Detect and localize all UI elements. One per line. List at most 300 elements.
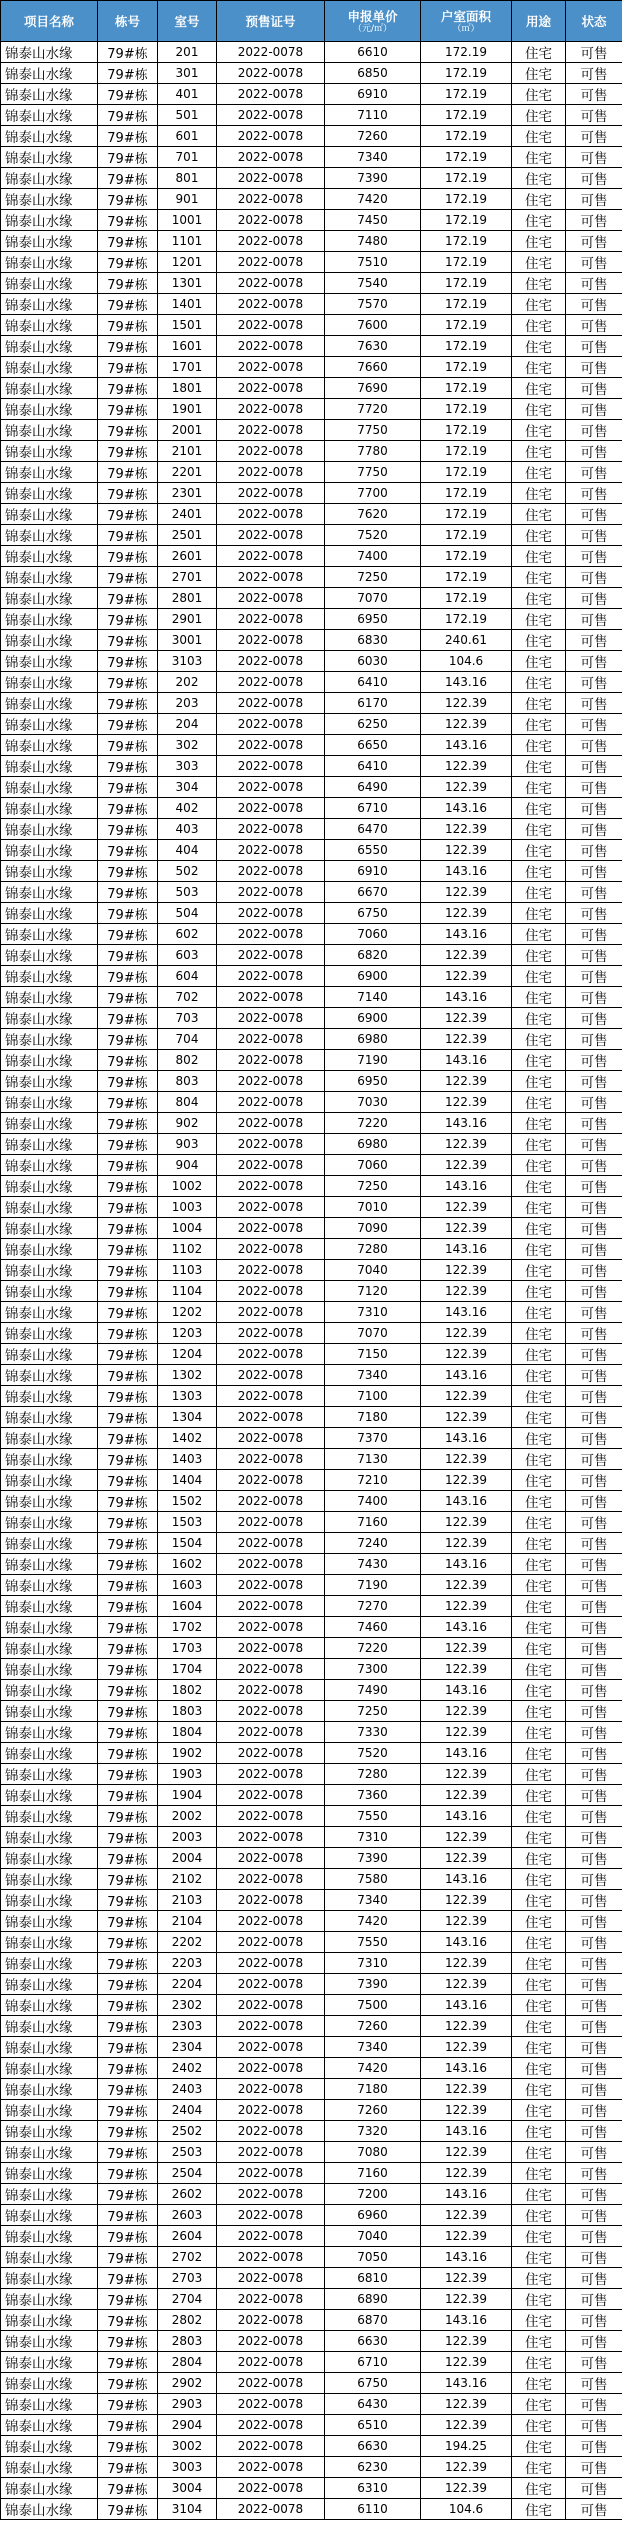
cell-permit: 2022-0078 (217, 1554, 325, 1575)
cell-room: 801 (158, 168, 217, 189)
cell-room: 403 (158, 819, 217, 840)
cell-room: 3003 (158, 2457, 217, 2478)
cell-permit: 2022-0078 (217, 1008, 325, 1029)
cell-usage: 住宅 (512, 1365, 566, 1386)
cell-project: 锦泰山水缘 (1, 2016, 98, 2037)
cell-project: 锦泰山水缘 (1, 798, 98, 819)
cell-project: 锦泰山水缘 (1, 441, 98, 462)
cell-room: 502 (158, 861, 217, 882)
cell-usage: 住宅 (512, 1575, 566, 1596)
cell-room: 803 (158, 1071, 217, 1092)
cell-building: 79#栋 (98, 2121, 158, 2142)
header-area-label: 户室面积 (440, 8, 491, 24)
cell-price: 7040 (325, 1260, 421, 1281)
cell-permit: 2022-0078 (217, 1869, 325, 1890)
cell-project: 锦泰山水缘 (1, 1029, 98, 1050)
cell-permit: 2022-0078 (217, 1260, 325, 1281)
cell-permit: 2022-0078 (217, 231, 325, 252)
table-row (1, 1806, 622, 1827)
table-row (1, 966, 622, 987)
cell-status: 可售 (566, 2352, 622, 2373)
cell-project: 锦泰山水缘 (1, 1092, 98, 1113)
cell-room: 1301 (158, 273, 217, 294)
cell-area: 143.16 (421, 987, 512, 1008)
cell-project: 锦泰山水缘 (1, 294, 98, 315)
cell-usage: 住宅 (512, 1848, 566, 1869)
cell-building: 79#栋 (98, 756, 158, 777)
cell-permit: 2022-0078 (217, 1743, 325, 1764)
cell-status: 可售 (566, 1974, 622, 1995)
cell-price: 6250 (325, 714, 421, 735)
cell-usage: 住宅 (512, 2037, 566, 2058)
cell-price: 7550 (325, 1806, 421, 1827)
cell-room: 1401 (158, 294, 217, 315)
cell-usage: 住宅 (512, 2310, 566, 2331)
cell-building: 79#栋 (98, 1344, 158, 1365)
cell-permit: 2022-0078 (217, 1932, 325, 1953)
cell-usage: 住宅 (512, 693, 566, 714)
cell-price: 7180 (325, 2079, 421, 2100)
cell-area: 172.19 (421, 168, 512, 189)
cell-status: 可售 (566, 1029, 622, 1050)
cell-room: 904 (158, 1155, 217, 1176)
cell-project: 锦泰山水缘 (1, 2415, 98, 2436)
cell-area: 122.39 (421, 1596, 512, 1617)
table-row (1, 1596, 622, 1617)
table-row (1, 42, 622, 63)
cell-usage: 住宅 (512, 882, 566, 903)
cell-status: 可售 (566, 2100, 622, 2121)
cell-area: 172.19 (421, 42, 512, 63)
cell-status: 可售 (566, 1176, 622, 1197)
cell-area: 122.39 (421, 1533, 512, 1554)
cell-usage: 住宅 (512, 378, 566, 399)
cell-permit: 2022-0078 (217, 2310, 325, 2331)
cell-area: 143.16 (421, 798, 512, 819)
cell-project: 锦泰山水缘 (1, 1827, 98, 1848)
cell-status: 可售 (566, 1806, 622, 1827)
cell-area: 143.16 (421, 1617, 512, 1638)
cell-status: 可售 (566, 1638, 622, 1659)
cell-project: 锦泰山水缘 (1, 924, 98, 945)
cell-status: 可售 (566, 882, 622, 903)
cell-price: 7620 (325, 504, 421, 525)
cell-project: 锦泰山水缘 (1, 1302, 98, 1323)
cell-usage: 住宅 (512, 672, 566, 693)
cell-permit: 2022-0078 (217, 420, 325, 441)
table-row (1, 1155, 622, 1176)
cell-building: 79#栋 (98, 1260, 158, 1281)
cell-status: 可售 (566, 672, 622, 693)
cell-price: 6510 (325, 2415, 421, 2436)
cell-building: 79#栋 (98, 1848, 158, 1869)
cell-price: 6610 (325, 42, 421, 63)
table-row (1, 1533, 622, 1554)
table-row (1, 1722, 622, 1743)
cell-area: 122.39 (421, 1764, 512, 1785)
header-building: 栋号 (98, 1, 158, 42)
cell-project: 锦泰山水缘 (1, 1407, 98, 1428)
table-row (1, 1344, 622, 1365)
table-row (1, 1911, 622, 1932)
cell-area: 122.39 (421, 2415, 512, 2436)
cell-usage: 住宅 (512, 2352, 566, 2373)
table-row (1, 2121, 622, 2142)
header-price (325, 1, 421, 42)
cell-usage: 住宅 (512, 924, 566, 945)
cell-project: 锦泰山水缘 (1, 945, 98, 966)
cell-price: 7080 (325, 2142, 421, 2163)
cell-building: 79#栋 (98, 819, 158, 840)
table-row (1, 1848, 622, 1869)
cell-usage: 住宅 (512, 420, 566, 441)
cell-usage: 住宅 (512, 1155, 566, 1176)
cell-permit: 2022-0078 (217, 273, 325, 294)
cell-usage: 住宅 (512, 1617, 566, 1638)
table-row (1, 1407, 622, 1428)
cell-area: 122.39 (421, 1848, 512, 1869)
cell-room: 1503 (158, 1512, 217, 1533)
cell-room: 2904 (158, 2415, 217, 2436)
cell-building: 79#栋 (98, 1449, 158, 1470)
cell-project: 锦泰山水缘 (1, 2079, 98, 2100)
cell-permit: 2022-0078 (217, 2457, 325, 2478)
cell-price: 7700 (325, 483, 421, 504)
cell-status: 可售 (566, 1701, 622, 1722)
cell-permit: 2022-0078 (217, 924, 325, 945)
cell-status: 可售 (566, 819, 622, 840)
cell-room: 1901 (158, 399, 217, 420)
cell-permit: 2022-0078 (217, 2142, 325, 2163)
cell-permit: 2022-0078 (217, 1029, 325, 1050)
cell-permit: 2022-0078 (217, 525, 325, 546)
cell-project: 锦泰山水缘 (1, 1323, 98, 1344)
cell-building: 79#栋 (98, 1428, 158, 1449)
cell-project: 锦泰山水缘 (1, 2121, 98, 2142)
cell-status: 可售 (566, 2016, 622, 2037)
table-row (1, 1428, 622, 1449)
cell-area: 240.61 (421, 630, 512, 651)
cell-building: 79#栋 (98, 2499, 158, 2520)
cell-permit: 2022-0078 (217, 2289, 325, 2310)
cell-usage: 住宅 (512, 63, 566, 84)
cell-room: 302 (158, 735, 217, 756)
cell-area: 143.16 (421, 1050, 512, 1071)
cell-status: 可售 (566, 735, 622, 756)
table-row (1, 504, 622, 525)
cell-area: 143.16 (421, 1491, 512, 1512)
cell-status: 可售 (566, 1932, 622, 1953)
cell-price: 7010 (325, 1197, 421, 1218)
cell-area: 172.19 (421, 462, 512, 483)
cell-room: 703 (158, 1008, 217, 1029)
table-row (1, 2226, 622, 2247)
cell-permit: 2022-0078 (217, 504, 325, 525)
cell-permit: 2022-0078 (217, 2415, 325, 2436)
cell-usage: 住宅 (512, 1806, 566, 1827)
table-row (1, 903, 622, 924)
cell-status: 可售 (566, 2478, 622, 2499)
cell-status: 可售 (566, 1785, 622, 1806)
cell-permit: 2022-0078 (217, 1575, 325, 1596)
cell-building: 79#栋 (98, 1029, 158, 1050)
cell-permit: 2022-0078 (217, 1827, 325, 1848)
cell-usage: 住宅 (512, 798, 566, 819)
cell-price: 7330 (325, 1722, 421, 1743)
cell-project: 锦泰山水缘 (1, 1575, 98, 1596)
cell-building: 79#栋 (98, 1554, 158, 1575)
table-row (1, 2352, 622, 2373)
cell-permit: 2022-0078 (217, 399, 325, 420)
cell-room: 501 (158, 105, 217, 126)
table-row (1, 1092, 622, 1113)
cell-project: 锦泰山水缘 (1, 2268, 98, 2289)
cell-permit: 2022-0078 (217, 1470, 325, 1491)
cell-area: 122.39 (421, 1575, 512, 1596)
cell-permit: 2022-0078 (217, 147, 325, 168)
cell-area: 143.16 (421, 672, 512, 693)
cell-usage: 住宅 (512, 1659, 566, 1680)
cell-room: 1104 (158, 1281, 217, 1302)
cell-status: 可售 (566, 2226, 622, 2247)
table-row (1, 2079, 622, 2100)
cell-area: 122.39 (421, 1890, 512, 1911)
cell-status: 可售 (566, 1134, 622, 1155)
cell-building: 79#栋 (98, 2100, 158, 2121)
cell-price: 7120 (325, 1281, 421, 1302)
cell-usage: 住宅 (512, 1932, 566, 1953)
cell-price: 7250 (325, 1701, 421, 1722)
cell-room: 2201 (158, 462, 217, 483)
cell-usage: 住宅 (512, 2058, 566, 2079)
table-row (1, 2310, 622, 2331)
cell-project: 锦泰山水缘 (1, 735, 98, 756)
cell-status: 可售 (566, 966, 622, 987)
cell-building: 79#栋 (98, 1239, 158, 1260)
cell-permit: 2022-0078 (217, 588, 325, 609)
cell-project: 锦泰山水缘 (1, 693, 98, 714)
table-row (1, 1764, 622, 1785)
cell-room: 903 (158, 1134, 217, 1155)
cell-building: 79#栋 (98, 945, 158, 966)
cell-building: 79#栋 (98, 273, 158, 294)
cell-price: 7280 (325, 1764, 421, 1785)
cell-price: 7520 (325, 1743, 421, 1764)
cell-building: 79#栋 (98, 987, 158, 1008)
cell-usage: 住宅 (512, 336, 566, 357)
cell-area: 143.16 (421, 2310, 512, 2331)
table-row (1, 105, 622, 126)
table-row (1, 2436, 622, 2457)
cell-price: 6710 (325, 798, 421, 819)
cell-price: 6960 (325, 2205, 421, 2226)
cell-status: 可售 (566, 1008, 622, 1029)
cell-project: 锦泰山水缘 (1, 168, 98, 189)
cell-area: 122.39 (421, 2037, 512, 2058)
cell-price: 7160 (325, 2163, 421, 2184)
cell-room: 3103 (158, 651, 217, 672)
cell-building: 79#栋 (98, 483, 158, 504)
cell-area: 122.39 (421, 1407, 512, 1428)
cell-room: 2901 (158, 609, 217, 630)
cell-status: 可售 (566, 336, 622, 357)
cell-project: 锦泰山水缘 (1, 2226, 98, 2247)
cell-price: 6630 (325, 2436, 421, 2457)
cell-room: 1304 (158, 1407, 217, 1428)
cell-status: 可售 (566, 1680, 622, 1701)
cell-usage: 住宅 (512, 1743, 566, 1764)
cell-project: 锦泰山水缘 (1, 651, 98, 672)
cell-area: 172.19 (421, 147, 512, 168)
cell-building: 79#栋 (98, 1617, 158, 1638)
header-project: 项目名称 (1, 1, 98, 42)
cell-room: 1001 (158, 210, 217, 231)
cell-usage: 住宅 (512, 2205, 566, 2226)
cell-area: 172.19 (421, 84, 512, 105)
cell-building: 79#栋 (98, 2058, 158, 2079)
cell-status: 可售 (566, 609, 622, 630)
cell-usage: 住宅 (512, 1701, 566, 1722)
header-area-unit: （㎡） (452, 23, 480, 34)
cell-room: 3002 (158, 2436, 217, 2457)
cell-price: 6810 (325, 2268, 421, 2289)
table-row (1, 1617, 622, 1638)
cell-building: 79#栋 (98, 1008, 158, 1029)
cell-building: 79#栋 (98, 1638, 158, 1659)
table-row (1, 1827, 622, 1848)
cell-building: 79#栋 (98, 1722, 158, 1743)
cell-room: 2804 (158, 2352, 217, 2373)
cell-building: 79#栋 (98, 1197, 158, 1218)
cell-price: 6950 (325, 609, 421, 630)
cell-permit: 2022-0078 (217, 2121, 325, 2142)
cell-area: 122.39 (421, 945, 512, 966)
cell-building: 79#栋 (98, 2352, 158, 2373)
cell-area: 122.39 (421, 1155, 512, 1176)
cell-status: 可售 (566, 546, 622, 567)
cell-project: 锦泰山水缘 (1, 546, 98, 567)
cell-permit: 2022-0078 (217, 483, 325, 504)
cell-permit: 2022-0078 (217, 252, 325, 273)
cell-building: 79#栋 (98, 336, 158, 357)
cell-room: 2803 (158, 2331, 217, 2352)
table-row (1, 1050, 622, 1071)
cell-room: 1501 (158, 315, 217, 336)
cell-room: 1003 (158, 1197, 217, 1218)
cell-status: 可售 (566, 2457, 622, 2478)
cell-project: 锦泰山水缘 (1, 252, 98, 273)
cell-project: 锦泰山水缘 (1, 336, 98, 357)
cell-area: 143.16 (421, 1743, 512, 1764)
cell-project: 锦泰山水缘 (1, 105, 98, 126)
table-row (1, 798, 622, 819)
cell-status: 可售 (566, 861, 622, 882)
cell-usage: 住宅 (512, 2436, 566, 2457)
cell-room: 1802 (158, 1680, 217, 1701)
cell-price: 7260 (325, 2100, 421, 2121)
cell-room: 1404 (158, 1470, 217, 1491)
cell-status: 可售 (566, 1722, 622, 1743)
cell-area: 122.39 (421, 1722, 512, 1743)
cell-project: 锦泰山水缘 (1, 714, 98, 735)
cell-room: 3001 (158, 630, 217, 651)
cell-status: 可售 (566, 357, 622, 378)
cell-building: 79#栋 (98, 1176, 158, 1197)
cell-price: 7750 (325, 462, 421, 483)
cell-price: 6650 (325, 735, 421, 756)
cell-project: 锦泰山水缘 (1, 2142, 98, 2163)
cell-permit: 2022-0078 (217, 336, 325, 357)
cell-building: 79#栋 (98, 525, 158, 546)
cell-area: 172.19 (421, 105, 512, 126)
cell-price: 7540 (325, 273, 421, 294)
cell-building: 79#栋 (98, 294, 158, 315)
cell-building: 79#栋 (98, 924, 158, 945)
cell-status: 可售 (566, 1617, 622, 1638)
cell-price: 7480 (325, 231, 421, 252)
cell-permit: 2022-0078 (217, 2331, 325, 2352)
cell-room: 303 (158, 756, 217, 777)
table-row (1, 2142, 622, 2163)
table-row (1, 1239, 622, 1260)
cell-permit: 2022-0078 (217, 2226, 325, 2247)
cell-building: 79#栋 (98, 315, 158, 336)
cell-usage: 住宅 (512, 1554, 566, 1575)
cell-area: 172.19 (421, 210, 512, 231)
table-row (1, 1638, 622, 1659)
header-usage: 用途 (512, 1, 566, 42)
cell-project: 锦泰山水缘 (1, 1050, 98, 1071)
cell-price: 7260 (325, 2016, 421, 2037)
cell-area: 122.39 (421, 1281, 512, 1302)
cell-room: 1303 (158, 1386, 217, 1407)
cell-project: 锦泰山水缘 (1, 861, 98, 882)
cell-project: 锦泰山水缘 (1, 1071, 98, 1092)
table-row (1, 294, 622, 315)
cell-price: 6820 (325, 945, 421, 966)
cell-status: 可售 (566, 189, 622, 210)
table-row (1, 399, 622, 420)
cell-project: 锦泰山水缘 (1, 231, 98, 252)
cell-permit: 2022-0078 (217, 2016, 325, 2037)
cell-area: 122.39 (421, 2331, 512, 2352)
cell-status: 可售 (566, 525, 622, 546)
cell-status: 可售 (566, 2079, 622, 2100)
cell-room: 2603 (158, 2205, 217, 2226)
cell-area: 122.39 (421, 756, 512, 777)
cell-price: 6870 (325, 2310, 421, 2331)
cell-permit: 2022-0078 (217, 1176, 325, 1197)
cell-status: 可售 (566, 2499, 622, 2520)
cell-price: 7520 (325, 525, 421, 546)
cell-room: 2604 (158, 2226, 217, 2247)
cell-building: 79#栋 (98, 1512, 158, 1533)
cell-area: 143.16 (421, 2058, 512, 2079)
cell-building: 79#栋 (98, 966, 158, 987)
cell-permit: 2022-0078 (217, 2163, 325, 2184)
table-row (1, 1890, 622, 1911)
cell-project: 锦泰山水缘 (1, 1281, 98, 1302)
cell-price: 7140 (325, 987, 421, 1008)
cell-permit: 2022-0078 (217, 1701, 325, 1722)
cell-price: 6670 (325, 882, 421, 903)
cell-area: 122.39 (421, 2163, 512, 2184)
cell-usage: 住宅 (512, 777, 566, 798)
cell-usage: 住宅 (512, 1071, 566, 1092)
cell-area: 143.16 (421, 1239, 512, 1260)
cell-area: 122.39 (421, 2457, 512, 2478)
cell-permit: 2022-0078 (217, 1386, 325, 1407)
